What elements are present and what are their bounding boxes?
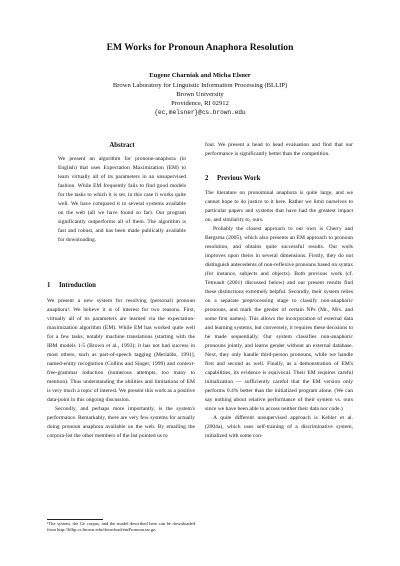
footnote-1: ¹The system, the Ge corpus, and the model described here can be downloaded from http://bllip.cs.brown.edu/download/emPronoun.tar.gz. <box>47 521 195 532</box>
previous-work-paragraph-3: A quite different unsupervised approach is Kehler et al. (2004a), which uses self-training of a discriminative system, initialized with some con- <box>205 415 353 439</box>
right-column-intro <box>205 141 353 159</box>
author-names: Eugene Charniak and Micha Elsner <box>149 72 251 79</box>
author-email: {ec,melsner}@cs.brown.edu <box>154 109 246 116</box>
right-column-body <box>205 189 353 441</box>
section-2-number: 2 <box>205 175 209 182</box>
section-2-title: Previous Work <box>217 175 261 182</box>
section-2-heading <box>205 175 260 182</box>
affiliation-lab: Brown Laboratory for Linguistic Information Processing (BLLIP) <box>112 82 288 89</box>
affiliation-university: Brown University <box>176 91 224 98</box>
previous-work-paragraph-2: Probably the closest approach to our own is Cherry and Bergsma (2005), which also presents an EM approach to pronoun resolution, and obtains quite successful results. Our work improves upon theirs in several dimensions. Firstly, they do not distinguish antecedents of non-reflexive pronouns based on syntax (for instance, subjects and objects). Both previous work (cf. Tetreault (2001) discussed below) and our present results find these distinctions extremely helpful. Secondly, their system relies on a separate preprocessing stage to classify non-anaphoric pronouns, and mark the gender of certain NPs (Mr., Mrs. and some first names). This allows the incorporation of external data and learning systems, but conversely, it requires these decisions to be made sequentially. Our system classifies non-anaphoric pronouns jointly, and learns gender without an external database. Next, they only handle third-person pronouns, while we handle first and second as well. Finally, as a demonstration of EM's capabilities, its evidence is equivocal. Their EM requires careful initialization — sufficiently careful that the EM version only performs 0.4% better than the initialized program alone. (We can say nothing about relative performance of their system vs. ours since we have been able to access neither their data nor code.) <box>205 226 353 412</box>
intro-paragraph-2: Secondly, and perhaps more importantly, is the system's performance. Remarkably, there are very few systems for actually doing pronoun anaphora available on the web. By emailing the corpora-list the other members of the list pointed us to <box>47 406 195 439</box>
abstract-heading: Abstract <box>109 142 135 149</box>
abstract-body <box>58 155 186 245</box>
footnote-rule <box>47 519 103 520</box>
affiliation-city: Providence, RI 02912 <box>171 100 229 107</box>
previous-work-paragraph-1: The literature on pronominal anaphora is quite large, and we cannot hope to do justice to it here. Rather we limit ourselves to particular papers and systems that have had the greatest impact on, and similarity to, ours. <box>205 190 353 223</box>
intro-continuation: four. We present a head to head evaluation and find that our performance is significantly better than the competition. <box>205 142 353 157</box>
intro-paragraph-1: We present a new system for resolving (personal) pronoun anaphora¹. We believe it is of interest for two reasons. First, virtually all of its parameters are learned via the expectation-maximization algorithm (EM). While EM has worked quite well for a few tasks, notably machine translations (starting with the IBM models 1-5 (Brown et al., 1993); it has not had success in most others, such as part-of-speech tagging (Merialdo, 1991), named-entity recognition (Collins and Singer, 1999) and context-free-grammar induction (numerous attempts, too many to mention). Thus understanding the abilities and limitations of EM is very much a topic of interest. We present this work as a positive data-point in this ongoing discussion. <box>47 298 195 403</box>
paper-title: EM Works for Pronoun Anaphora Resolution <box>106 42 294 53</box>
left-column-body <box>47 297 195 441</box>
section-1-title: Introduction <box>59 282 96 289</box>
abstract-text: We present an algorithm for pronoun-anaphora (in English) that uses Expectation Maximization (EM) to learn virtually all of its parameters in an unsupervised fashion. While EM frequently fails to find good models for the tasks to which it is set, in this case it works quite well. We have compared it to several systems available on the web (all we have found so far). Our program significantly outperforms all of them. The algorithm is fast and robust, and has been made publically available for downloading. <box>58 156 186 243</box>
section-1-heading <box>47 282 96 289</box>
section-1-number: 1 <box>47 282 51 289</box>
